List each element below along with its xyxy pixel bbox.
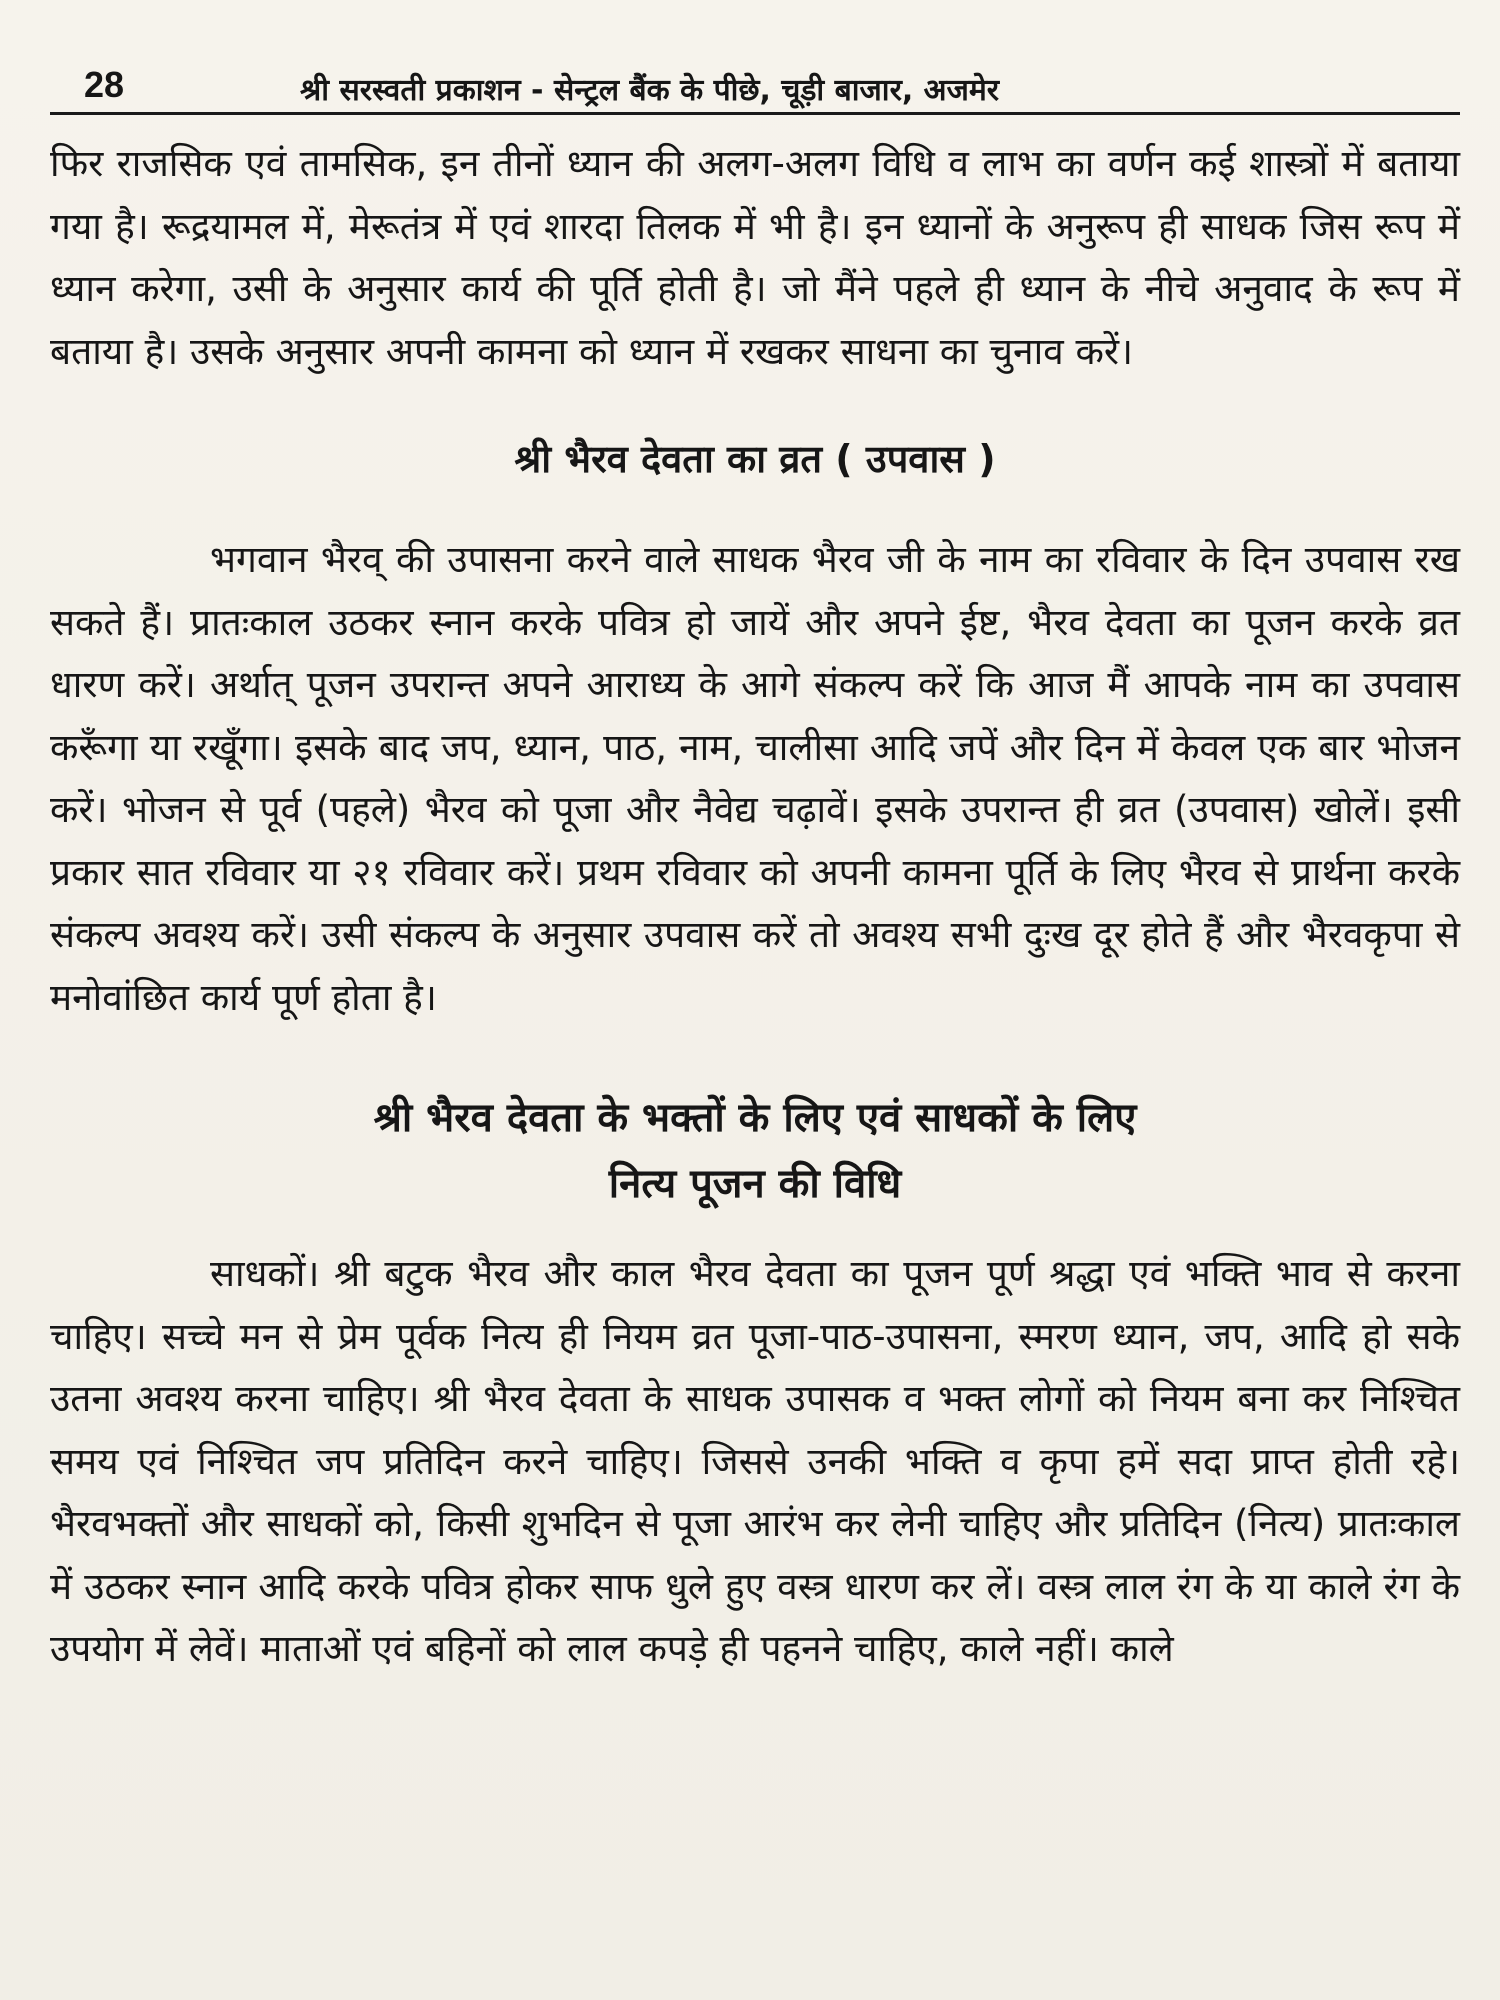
paragraph-meditation-types: फिर राजसिक एवं तामसिक, इन तीनों ध्यान की अलग-अलग विधि व लाभ का वर्णन कई शास्त्रों में बताया गया है। रूद्रयामल में, मेरूतंत्र में एवं शारदा तिलक में भी है। इन ध्यानों के अनुरूप ही साधक जिस रूप में ध्यान करेगा, उसी के अनुसार कार्य की पूर्ति होती है। जो मैंने पहले ही ध्यान के नीचे अनुवाद के रूप में बताया है। उसके अनुसार अपनी कामना को ध्यान में रखकर साधना का चुनाव करें। bbox=[50, 142, 1460, 373]
heading-daily-worship-line2: नित्य पूजन की विधि bbox=[608, 1161, 902, 1207]
paragraph-fasting-method: भगवान भैरव् की उपासना करने वाले साधक भैरव जी के नाम का रविवार के दिन उपवास रख सकते हैं। प्रातःकाल उठकर स्नान करके पवित्र हो जायें और अपने ईष्ट, भैरव देवता का पूजन करके व्रत धारण करें। अर्थात् पूजन उपरान्त अपने आराध्य के आगे संकल्प करें कि आज मैं आपके नाम का उपवास करूँगा या रखूँगा। इसके बाद जप, ध्यान, पाठ, नाम, चालीसा आदि जपें और दिन में केवल एक बार भोजन करें। भोजन से पूर्व (पहले) भैरव को पूजा और नैवेद्य चढ़ावें। इसके उपरान्त ही व्रत (उपवास) खोलें। इसी प्रकार सात रविवार या २१ रविवार करें। प्रथम रविवार को अपनी कामना पूर्ति के लिए भैरव से प्रार्थना करके संकल्प अवश्य करें। उसी संकल्प के अनुसार उपवास करें तो अवश्य सभी दुःख दूर होते हैं और भैरवकृपा से मनोवांछित कार्य पूर्ण होता है। bbox=[50, 538, 1460, 1019]
running-head: श्री सरस्वती प्रकाशन - सेन्ट्रल बैंक के पीछे, चूड़ी बाजार, अजमेर bbox=[300, 73, 1000, 108]
paragraph-daily-worship-method: साधकों। श्री बटुक भैरव और काल भैरव देवता का पूजन पूर्ण श्रद्धा एवं भक्ति भाव से करना चाहिए। सच्चे मन से प्रेम पूर्वक नित्य ही नियम व्रत पूजा-पाठ-उपासना, स्मरण ध्यान, जप, आदि हो सके उतना अवश्य करना चाहिए। श्री भैरव देवता के साधक उपासक व भक्त लोगों को नियम बना कर निश्चित समय एवं निश्चित जप प्रतिदिन करने चाहिए। जिससे उनकी भक्ति व कृपा हमें सदा प्राप्त होती रहे। भैरवभक्तों और साधकों को, किसी शुभदिन से पूजा आरंभ कर लेनी चाहिए और प्रतिदिन (नित्य) प्रातःकाल में उठकर स्नान आदि करके पवित्र होकर साफ धुले हुए वस्त्र धारण कर लें। वस्त्र लाल रंग के या काले रंग के उपयोग में लेवें। माताओं एवं बहिनों को लाल कपड़े ही पहनने चाहिए, काले नहीं। काले bbox=[50, 1252, 1460, 1670]
page-number: 28 bbox=[84, 64, 125, 105]
heading-bhairav-vrat: श्री भैरव देवता का व्रत ( उपवास ) bbox=[514, 437, 996, 481]
heading-daily-worship bbox=[50, 1085, 1460, 1217]
heading-daily-worship-line1: श्री भैरव देवता के भक्तों के लिए एवं साधकों के लिए bbox=[373, 1095, 1137, 1141]
page-header bbox=[50, 60, 1460, 115]
